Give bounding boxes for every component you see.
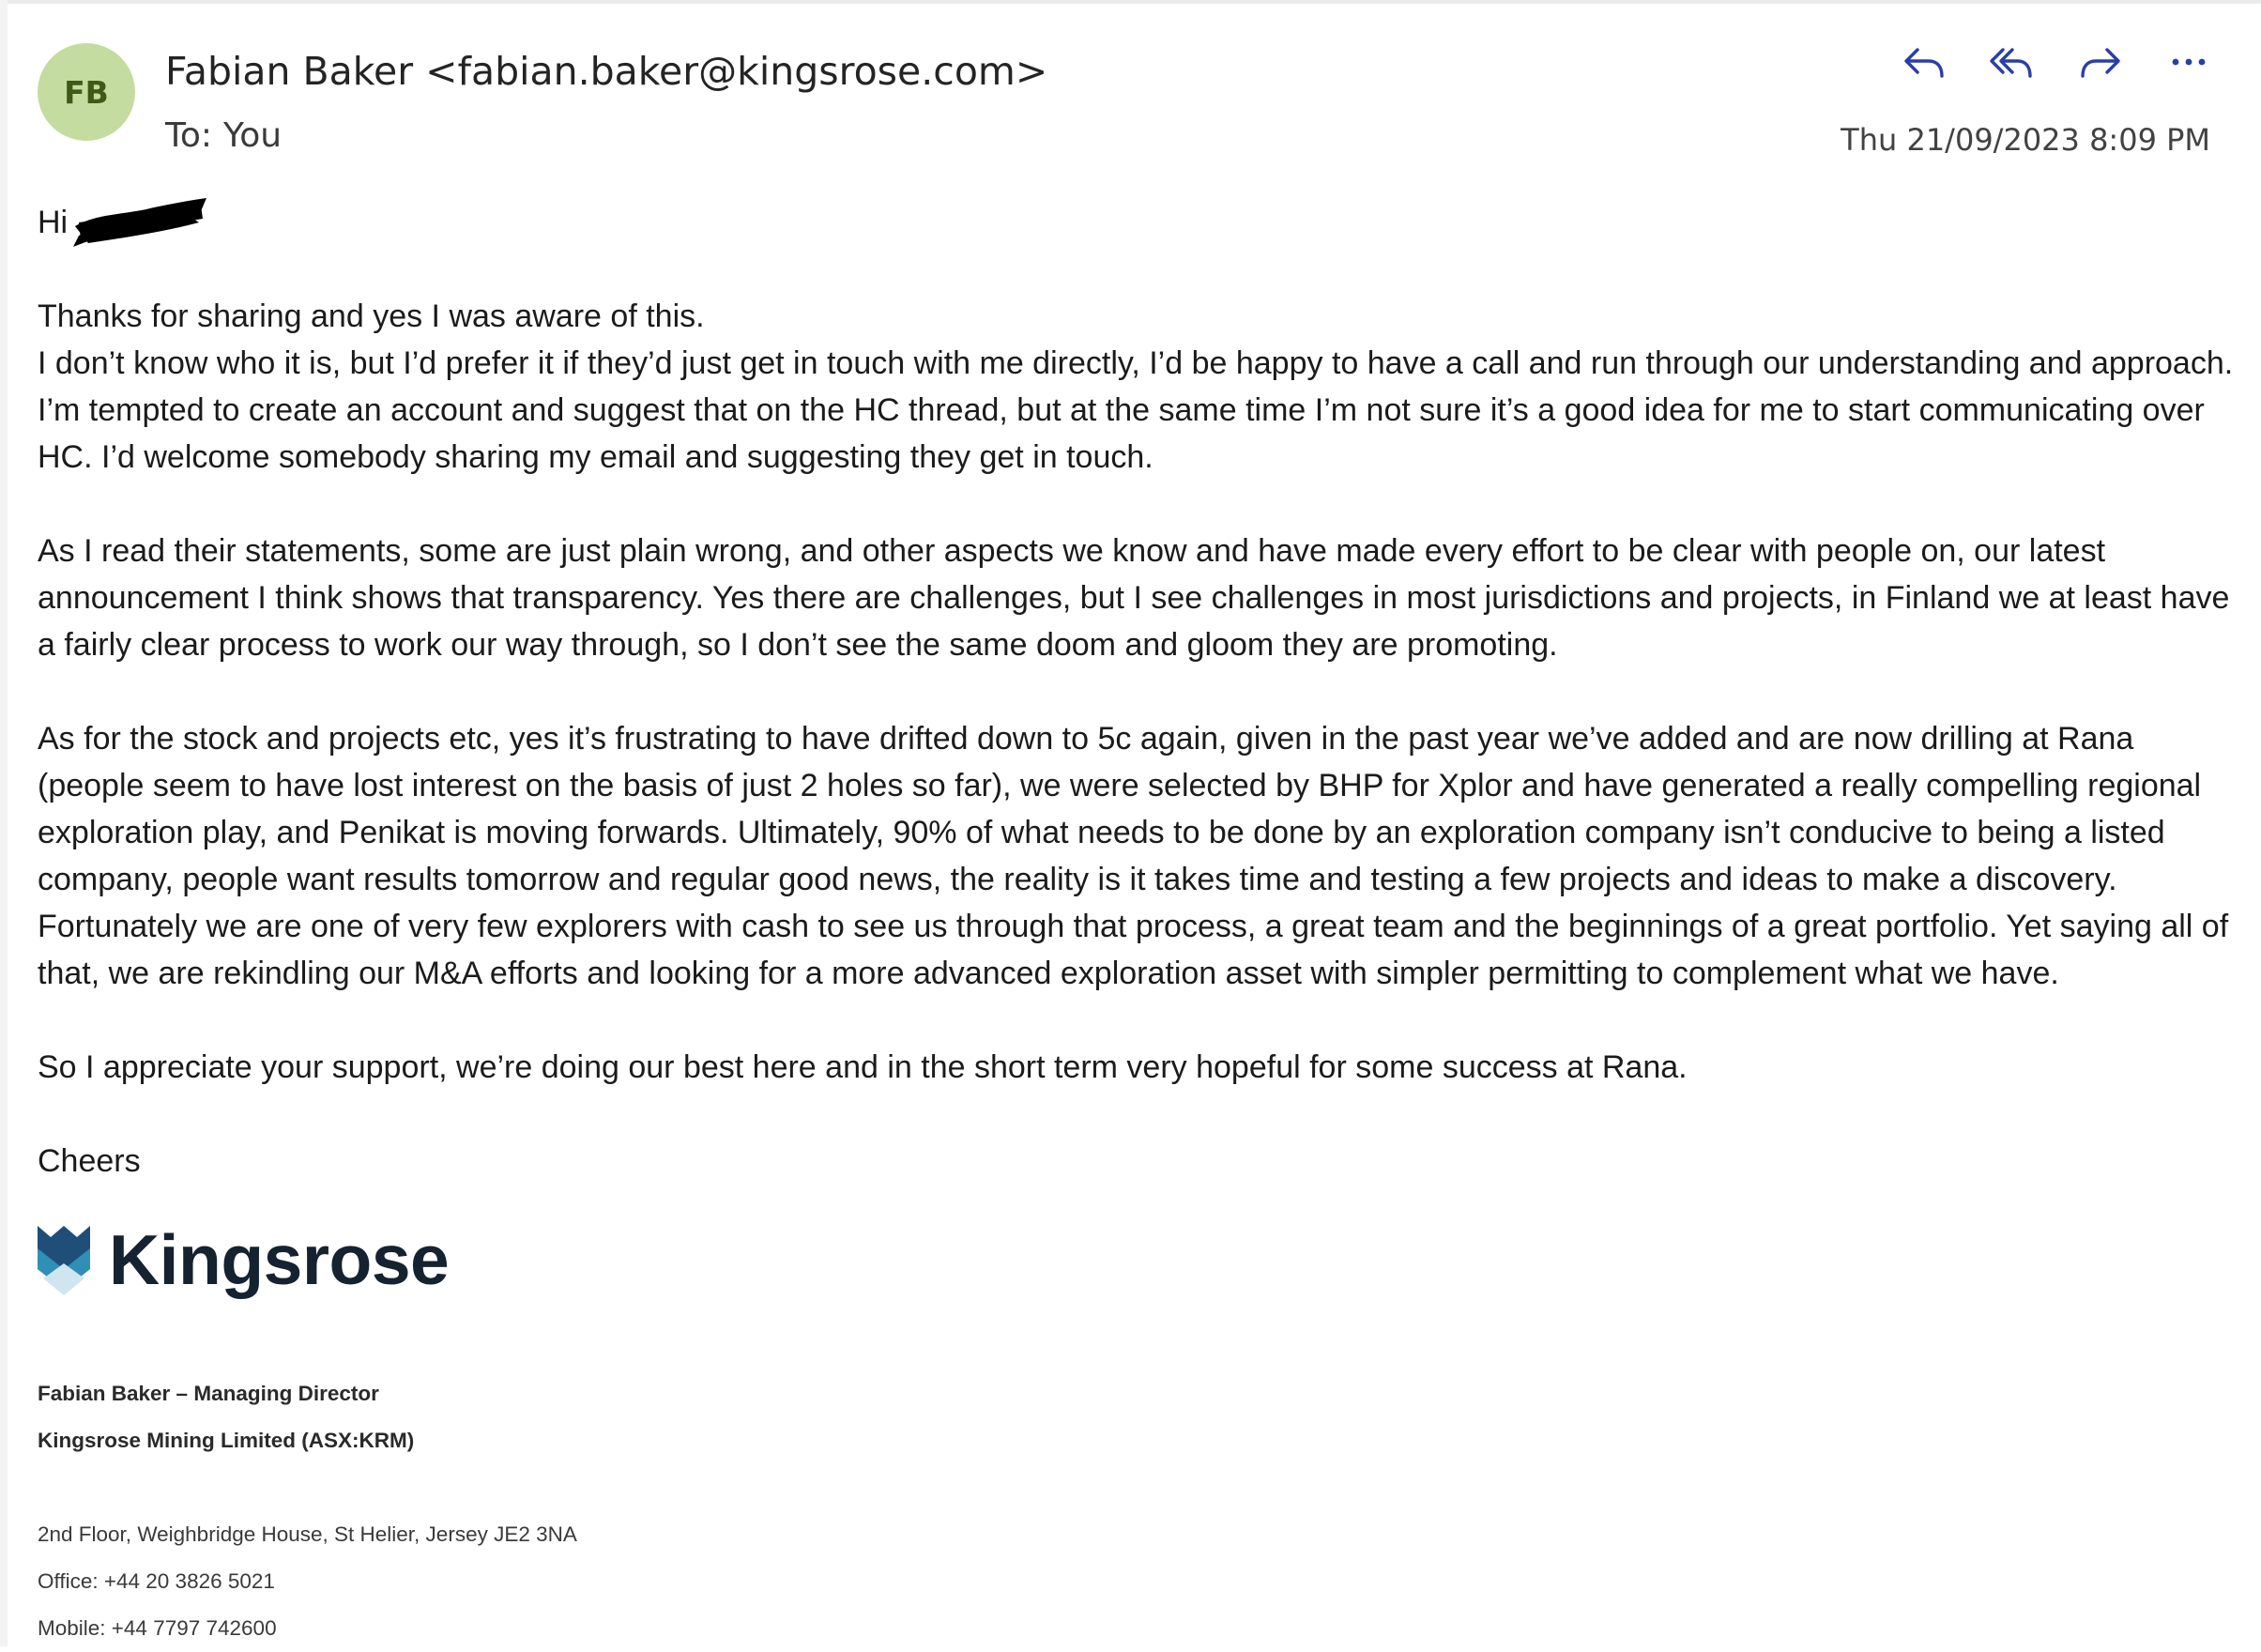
kingsrose-logo-icon bbox=[38, 1222, 90, 1297]
signature-mobile-phone[interactable]: Mobile: +44 7797 742600 bbox=[38, 1616, 277, 1640]
signature-address: 2nd Floor, Weighbridge House, St Helier, Jersey JE2 3NA bbox=[38, 1522, 577, 1546]
body-paragraph-1: Thanks for sharing and yes I was aware of this. bbox=[38, 298, 705, 334]
body-paragraph-2: I don’t know who it is, but I’d prefer it if they’d just get in touch with me directly, I’d be happy to have a call and run through our understanding and approach. I’m tempted to create an account and suggest that on the HC thread, but at the same time I’m not sure it’s a good idea for me to start communicating over HC. I’d welcome somebody sharing my email and suggesting they get in touch. bbox=[38, 345, 2234, 475]
reply-all-button[interactable] bbox=[1983, 36, 2039, 88]
reply-icon bbox=[1901, 38, 1948, 85]
redaction-scribble bbox=[69, 194, 210, 251]
recipient-name[interactable]: You bbox=[223, 116, 283, 155]
more-actions-button[interactable] bbox=[2161, 36, 2217, 88]
greeting-line bbox=[38, 199, 2238, 246]
message-actions bbox=[1896, 36, 2234, 88]
reply-all-icon bbox=[1988, 38, 2035, 85]
reply-button[interactable] bbox=[1896, 36, 1952, 88]
body-paragraph-5: So I appreciate your support, we’re doing our best here and in the short term very hopeful for some success at Rana. bbox=[38, 1049, 1688, 1085]
body-paragraph-4: As for the stock and projects etc, yes it’s frustrating to have drifted down to 5c again, given in the past year we’ve added and are now drilling at Rana (people seem to have lost interest on the basis of just 2 holes so far), we were selected by BHP for Xplor and have generated a really compelling regional exploration play, and Penikat is moving forwards. Ultimately, 90% of what needs to be done by an exploration company isn’t conducive to being a listed company, people want results tomorrow and regular good news, the reality is it takes time and testing a few projects and ideas to make a discovery. Fortunately we are one of very few explorers with cash to see us through that process, a great team and the beginnings of a great portfolio. Yet saying all of that, we are rekindling our M&A efforts and looking for a more advanced exploration asset with simpler permitting to complement what we have. bbox=[38, 721, 2229, 991]
sender-avatar[interactable]: FB bbox=[38, 43, 135, 141]
forward-icon bbox=[2077, 38, 2124, 85]
signature-office-phone[interactable]: Office: +44 20 3826 5021 bbox=[38, 1569, 275, 1593]
signature-name-title: Fabian Baker – Managing Director bbox=[38, 1382, 379, 1405]
greeting-text: Hi bbox=[38, 205, 69, 240]
body-paragraph-3: As I read their statements, some are just plain wrong, and other aspects we know and have made every effort to be clear with people on, our latest announcement I think shows that transparency. Yes there are challenges, but I see challenges in most jurisdictions and projects, in Finland we at least have a fairly clear process to work our way through, so I don’t see the same doom and gloom they are promoting. bbox=[38, 533, 2230, 663]
sender-name[interactable]: Fabian Baker <fabian.baker@kingsrose.com> bbox=[165, 49, 1048, 94]
forward-button[interactable] bbox=[2072, 36, 2129, 88]
logo-wordmark: Kingsrose bbox=[109, 1220, 450, 1299]
more-icon bbox=[2165, 38, 2212, 85]
signature-spacer bbox=[38, 1464, 577, 1511]
recipient-line bbox=[165, 116, 282, 155]
email-signature bbox=[38, 1370, 577, 1652]
message-body bbox=[38, 199, 2238, 1231]
sign-off: Cheers bbox=[38, 1143, 141, 1179]
message-timestamp: Thu 21/09/2023 8:09 PM bbox=[1841, 122, 2210, 158]
company-logo bbox=[38, 1213, 449, 1307]
signature-company: Kingsrose Mining Limited (ASX:KRM) bbox=[38, 1429, 415, 1452]
message-header bbox=[0, 0, 2261, 169]
window-left-edge bbox=[0, 0, 8, 1646]
to-label: To: bbox=[165, 116, 213, 155]
